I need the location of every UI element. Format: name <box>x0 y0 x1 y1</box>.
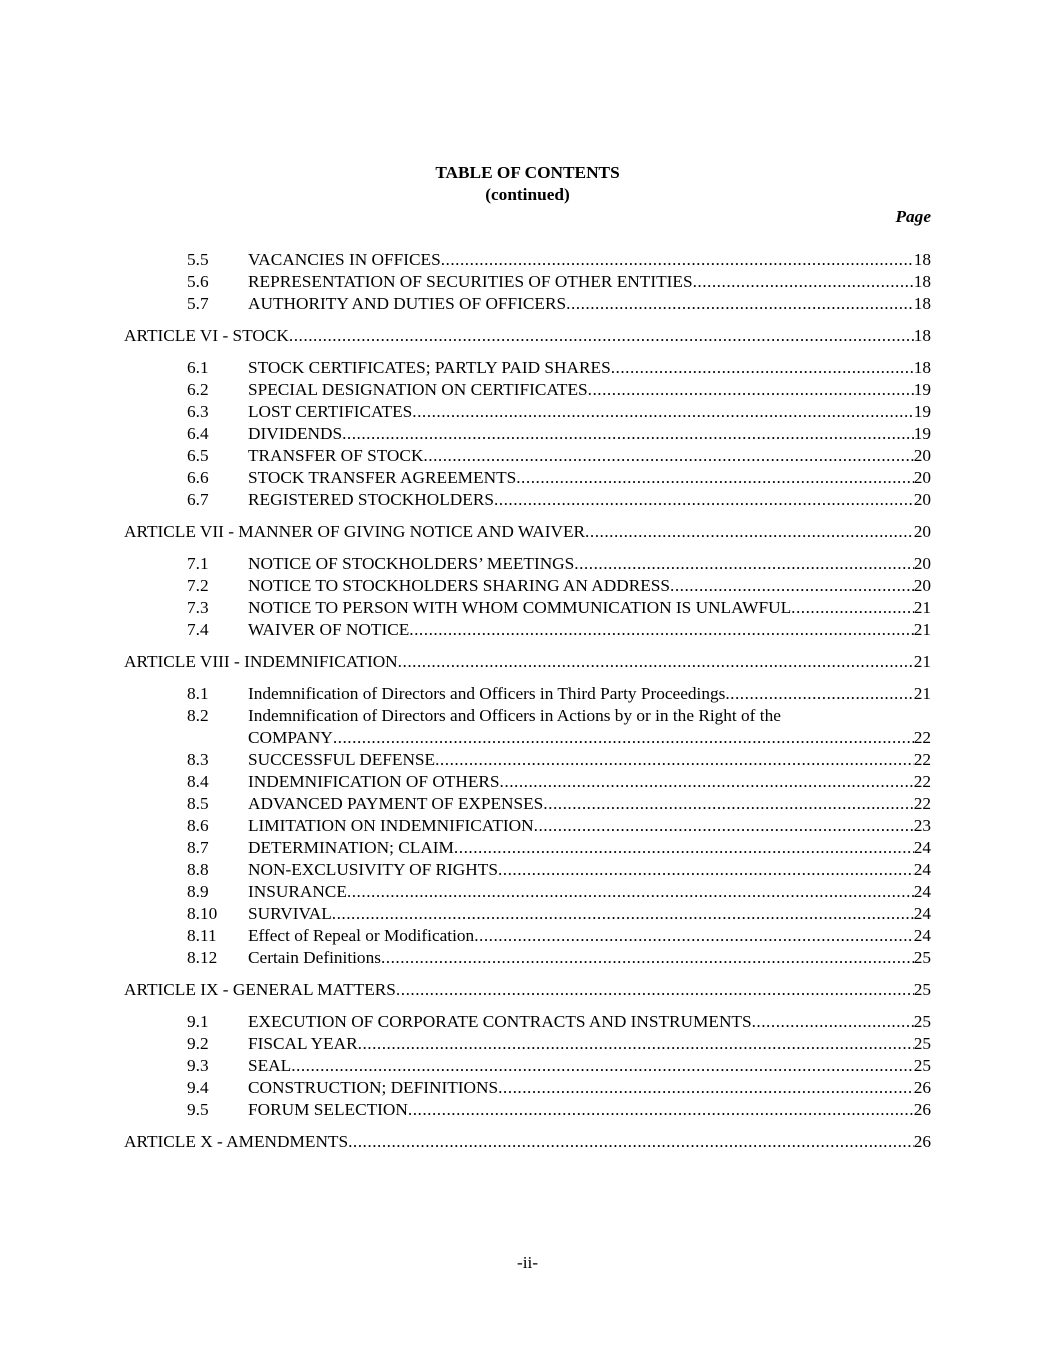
entry-line <box>248 357 931 379</box>
page-ref: 18 <box>913 326 931 345</box>
toc-entry[interactable] <box>0 705 1055 727</box>
entry-line <box>248 445 931 467</box>
article-title: ARTICLE IX - GENERAL MATTERS <box>124 980 396 999</box>
dot-leader <box>574 553 913 575</box>
entry-title: REPRESENTATION OF SECURITIES OF OTHER ENTITIES <box>248 272 693 291</box>
section-number: 9.4 <box>187 1078 209 1097</box>
entry-line <box>248 619 931 641</box>
entry-line <box>248 749 931 771</box>
page-ref: 20 <box>913 446 931 465</box>
page-ref: 21 <box>913 684 931 703</box>
toc-entry[interactable] <box>0 423 1055 445</box>
dot-leader <box>791 597 914 619</box>
entry-title: SUCCESSFUL DEFENSE <box>248 750 436 769</box>
section-number: 7.3 <box>187 598 209 617</box>
toc-entry[interactable] <box>0 815 1055 837</box>
entry-line <box>248 859 931 881</box>
section-number: 5.6 <box>187 272 209 291</box>
dot-leader <box>289 325 914 347</box>
toc-entry[interactable] <box>0 1055 1055 1077</box>
toc-entry[interactable] <box>0 401 1055 423</box>
page-number: -ii- <box>516 1253 539 1272</box>
entry-line <box>248 575 931 597</box>
entry-line <box>248 771 931 793</box>
dot-leader <box>585 521 914 543</box>
entry-line <box>248 815 931 837</box>
dot-leader <box>381 947 914 969</box>
toc-subtitle: (continued) <box>485 185 570 204</box>
dot-leader <box>409 619 913 641</box>
toc-article[interactable] <box>0 325 1055 347</box>
entry-title: TRANSFER OF STOCK <box>248 446 424 465</box>
dot-leader <box>566 293 914 315</box>
section-number: 6.2 <box>187 380 209 399</box>
entry-line <box>248 903 931 925</box>
page-ref: 22 <box>913 794 931 813</box>
dot-leader <box>348 1131 914 1153</box>
entry-title: CONSTRUCTION; DEFINITIONS <box>248 1078 499 1097</box>
entry-title: Effect of Repeal or Modification <box>248 926 475 945</box>
entry-line <box>248 379 931 401</box>
dot-leader <box>441 249 914 271</box>
page-ref: 24 <box>913 882 931 901</box>
entry-line <box>248 1011 931 1033</box>
entry-title: FORUM SELECTION <box>248 1100 408 1119</box>
page-ref: 24 <box>913 904 931 923</box>
toc-entry[interactable] <box>0 575 1055 597</box>
toc-entry[interactable] <box>0 1033 1055 1055</box>
dot-leader <box>333 727 914 749</box>
toc-article[interactable] <box>0 651 1055 673</box>
toc-entry[interactable] <box>0 1099 1055 1121</box>
dot-leader <box>454 837 914 859</box>
toc-entry[interactable] <box>0 489 1055 511</box>
entry-line <box>248 683 931 705</box>
entry-title: Indemnification of Directors and Officers in Actions by or in the Right of the <box>248 706 781 725</box>
entry-title: INSURANCE <box>248 882 347 901</box>
toc-article[interactable] <box>0 1131 1055 1153</box>
page-ref: 20 <box>913 522 931 541</box>
page-ref: 21 <box>913 598 931 617</box>
entry-line <box>248 1099 931 1121</box>
entry-line <box>124 521 931 543</box>
page-ref: 19 <box>913 402 931 421</box>
toc-entry[interactable] <box>0 1011 1055 1033</box>
page-ref: 20 <box>913 554 931 573</box>
section-number: 6.1 <box>187 358 209 377</box>
page-ref: 20 <box>913 576 931 595</box>
page-ref: 22 <box>913 750 931 769</box>
entry-line <box>248 1033 931 1055</box>
section-number: 6.5 <box>187 446 209 465</box>
entry-title: SPECIAL DESIGNATION ON CERTIFICATES <box>248 380 588 399</box>
page-ref: 25 <box>913 948 931 967</box>
section-number: 8.6 <box>187 816 209 835</box>
entry-line <box>248 553 931 575</box>
entry-line <box>124 651 931 673</box>
entry-line <box>248 271 931 293</box>
toc-entry[interactable] <box>0 357 1055 379</box>
section-number: 8.10 <box>187 904 218 923</box>
toc-entry[interactable] <box>0 553 1055 575</box>
toc-entry[interactable] <box>0 445 1055 467</box>
section-number: 8.2 <box>187 706 209 725</box>
toc-entry[interactable] <box>0 379 1055 401</box>
dot-leader <box>342 423 914 445</box>
page-ref: 25 <box>913 1012 931 1031</box>
toc-entry[interactable] <box>0 619 1055 641</box>
section-number: 8.7 <box>187 838 209 857</box>
entry-title-continued: COMPANY <box>248 728 333 747</box>
section-number: 8.12 <box>187 948 218 967</box>
dot-leader <box>725 683 913 705</box>
entry-line <box>248 423 931 445</box>
section-number: 5.5 <box>187 250 209 269</box>
toc-entry[interactable] <box>0 249 1055 271</box>
section-number: 6.3 <box>187 402 209 421</box>
entry-line <box>248 837 931 859</box>
page-ref: 26 <box>913 1078 931 1097</box>
section-number: 8.9 <box>187 882 209 901</box>
entry-line <box>124 979 931 1001</box>
dot-leader <box>543 793 913 815</box>
dot-leader <box>611 357 914 379</box>
dot-leader <box>347 881 914 903</box>
dot-leader <box>474 925 914 947</box>
dot-leader <box>534 815 914 837</box>
entry-line <box>248 1055 931 1077</box>
page-ref: 19 <box>913 424 931 443</box>
toc-article[interactable] <box>0 979 1055 1001</box>
toc-entry[interactable] <box>0 947 1055 969</box>
entry-title: EXECUTION OF CORPORATE CONTRACTS AND INSTRUMENTS <box>248 1012 752 1031</box>
entry-line <box>248 249 931 271</box>
dot-leader <box>291 1055 914 1077</box>
toc-article[interactable] <box>0 521 1055 543</box>
entry-title: WAIVER OF NOTICE <box>248 620 410 639</box>
entry-line <box>248 925 931 947</box>
dot-leader <box>498 859 914 881</box>
page-ref: 18 <box>913 358 931 377</box>
section-number: 6.4 <box>187 424 209 443</box>
entry-title: SURVIVAL <box>248 904 332 923</box>
toc-entry[interactable] <box>0 881 1055 903</box>
page-ref: 24 <box>913 838 931 857</box>
article-title: ARTICLE X - AMENDMENTS <box>124 1132 349 1151</box>
page-ref: 21 <box>913 652 931 671</box>
toc-entry[interactable] <box>0 597 1055 619</box>
dot-leader <box>332 903 914 925</box>
section-number: 8.1 <box>187 684 209 703</box>
entry-title: NOTICE TO STOCKHOLDERS SHARING AN ADDRESS <box>248 576 671 595</box>
section-number: 8.3 <box>187 750 209 769</box>
dot-leader <box>398 651 914 673</box>
dot-leader <box>752 1011 914 1033</box>
dot-leader <box>670 575 914 597</box>
page-ref: 20 <box>913 490 931 509</box>
toc-entry-continued[interactable] <box>0 727 1055 749</box>
section-number: 9.3 <box>187 1056 209 1075</box>
entry-title: DIVIDENDS <box>248 424 343 443</box>
toc-entry[interactable] <box>0 467 1055 489</box>
section-number: 9.1 <box>187 1012 209 1031</box>
entry-title: STOCK CERTIFICATES; PARTLY PAID SHARES <box>248 358 611 377</box>
entry-title: REGISTERED STOCKHOLDERS <box>248 490 494 509</box>
entry-line <box>248 597 931 619</box>
section-number: 7.4 <box>187 620 209 639</box>
entry-line <box>248 793 931 815</box>
toc-title: TABLE OF CONTENTS <box>435 163 620 182</box>
page-ref: 25 <box>913 980 931 999</box>
entry-title: NOTICE OF STOCKHOLDERS’ MEETINGS <box>248 554 575 573</box>
section-number: 8.11 <box>187 926 217 945</box>
toc-entry[interactable] <box>0 1077 1055 1099</box>
entry-line <box>248 489 931 511</box>
toc-entry[interactable] <box>0 271 1055 293</box>
page-ref: 26 <box>913 1132 931 1151</box>
dot-leader <box>588 379 914 401</box>
toc-entry[interactable] <box>0 293 1055 315</box>
page-ref: 23 <box>913 816 931 835</box>
page-ref: 22 <box>913 772 931 791</box>
toc-entry[interactable] <box>0 793 1055 815</box>
section-number: 6.6 <box>187 468 209 487</box>
entry-line <box>248 727 931 749</box>
toc-entry[interactable] <box>0 771 1055 793</box>
section-number: 9.2 <box>187 1034 209 1053</box>
entry-line <box>248 881 931 903</box>
dot-leader <box>423 445 913 467</box>
page-column-header: Page <box>895 207 931 226</box>
page-ref: 18 <box>913 250 931 269</box>
section-number: 7.1 <box>187 554 209 573</box>
page-ref: 18 <box>913 294 931 313</box>
entry-title: SEAL <box>248 1056 292 1075</box>
page-ref: 21 <box>913 620 931 639</box>
page-ref: 22 <box>913 728 931 747</box>
section-number: 7.2 <box>187 576 209 595</box>
entry-line <box>248 1077 931 1099</box>
dot-leader <box>693 271 914 293</box>
dot-leader <box>516 467 913 489</box>
dot-leader <box>494 489 914 511</box>
dot-leader <box>500 771 914 793</box>
entry-title: ADVANCED PAYMENT OF EXPENSES <box>248 794 544 813</box>
entry-title: VACANCIES IN OFFICES <box>248 250 441 269</box>
entry-line <box>124 325 931 347</box>
entry-title: LIMITATION ON INDEMNIFICATION <box>248 816 534 835</box>
toc-entry[interactable] <box>0 859 1055 881</box>
page-ref: 25 <box>913 1056 931 1075</box>
dot-leader <box>396 979 914 1001</box>
section-number: 9.5 <box>187 1100 209 1119</box>
section-number: 8.8 <box>187 860 209 879</box>
entry-title: LOST CERTIFICATES <box>248 402 413 421</box>
dot-leader <box>358 1033 914 1055</box>
page-ref: 20 <box>913 468 931 487</box>
dot-leader <box>498 1077 914 1099</box>
toc-entry[interactable] <box>0 749 1055 771</box>
dot-leader <box>435 749 914 771</box>
section-number: 5.7 <box>187 294 209 313</box>
section-number: 8.5 <box>187 794 209 813</box>
entry-title: Indemnification of Directors and Officers in Third Party Proceedings <box>248 684 726 703</box>
section-number: 6.7 <box>187 490 209 509</box>
article-title: ARTICLE VI - STOCK <box>124 326 289 345</box>
entry-line <box>248 947 931 969</box>
article-title: ARTICLE VII - MANNER OF GIVING NOTICE AND WAIVER <box>124 522 586 541</box>
entry-title: STOCK TRANSFER AGREEMENTS <box>248 468 517 487</box>
entry-title: NOTICE TO PERSON WITH WHOM COMMUNICATION IS UNLAWFUL <box>248 598 792 617</box>
article-title: ARTICLE VIII - INDEMNIFICATION <box>124 652 398 671</box>
dot-leader <box>408 1099 914 1121</box>
page-ref: 19 <box>913 380 931 399</box>
dot-leader <box>412 401 913 423</box>
entry-title: NON-EXCLUSIVITY OF RIGHTS <box>248 860 498 879</box>
page-ref: 18 <box>913 272 931 291</box>
entry-title: AUTHORITY AND DUTIES OF OFFICERS <box>248 294 567 313</box>
entry-title: INDEMNIFICATION OF OTHERS <box>248 772 500 791</box>
entry-line <box>248 467 931 489</box>
section-number: 8.4 <box>187 772 209 791</box>
toc-entry[interactable] <box>0 903 1055 925</box>
entry-line <box>124 1131 931 1153</box>
toc-entry[interactable] <box>0 925 1055 947</box>
entry-line <box>248 293 931 315</box>
toc-entry[interactable] <box>0 837 1055 859</box>
toc-entry[interactable] <box>0 683 1055 705</box>
page-ref: 26 <box>913 1100 931 1119</box>
entry-line <box>248 401 931 423</box>
page-ref: 25 <box>913 1034 931 1053</box>
entry-title: FISCAL YEAR <box>248 1034 358 1053</box>
page-ref: 24 <box>913 860 931 879</box>
entry-title: DETERMINATION; CLAIM <box>248 838 454 857</box>
entry-title: Certain Definitions <box>248 948 381 967</box>
page-ref: 24 <box>913 926 931 945</box>
